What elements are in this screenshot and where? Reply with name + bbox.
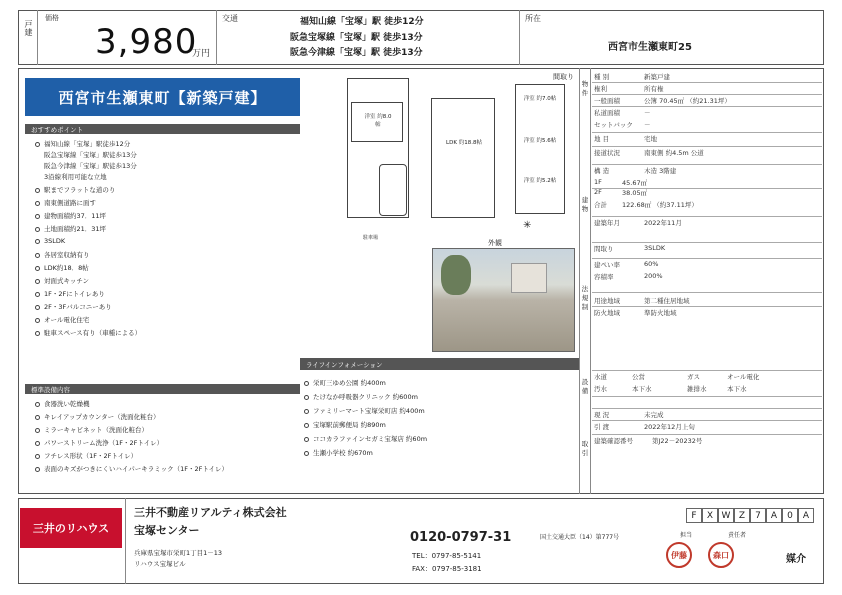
spec-value: 準防火地域 bbox=[644, 309, 677, 317]
floorplan-2f bbox=[431, 98, 495, 218]
bullet-icon bbox=[304, 395, 309, 400]
bullet-icon bbox=[35, 239, 40, 244]
freedial-number: 0120-0797-31 bbox=[410, 530, 512, 545]
spec-value: 宅地 bbox=[644, 135, 657, 143]
floorplan-3f bbox=[515, 84, 565, 214]
license-number: 国土交通大臣（14）第777号 bbox=[540, 534, 620, 541]
bullet-icon bbox=[304, 451, 309, 456]
spec-value: － bbox=[644, 109, 651, 117]
bullet-icon bbox=[35, 467, 40, 472]
spec-value: 2022年11月 bbox=[644, 219, 682, 227]
spec-value: 第J22－20232号 bbox=[652, 437, 703, 445]
point-item: 阪急宝塚線「宝塚」駅徒歩13分 bbox=[44, 151, 137, 159]
spec-key: 私道面積 bbox=[594, 109, 620, 117]
bullet-icon bbox=[35, 279, 40, 284]
bullet-icon bbox=[304, 423, 309, 428]
code-cell: X bbox=[702, 508, 718, 523]
seal-stamp: 森口 bbox=[708, 542, 734, 568]
spec-value: － bbox=[644, 121, 651, 129]
exterior-label: 外観 bbox=[488, 239, 502, 247]
point-item: 3沿線利用可能な立地 bbox=[44, 173, 107, 181]
spec-key: 構 造 bbox=[594, 167, 610, 175]
price-value: 3,980 bbox=[95, 22, 198, 62]
spec-key: 汚水 bbox=[594, 385, 607, 393]
points-list bbox=[25, 137, 300, 377]
code-cell: 7 bbox=[750, 508, 766, 523]
point-item: LDK約18．8帖 bbox=[35, 263, 89, 272]
point-item: オール電化住宅 bbox=[35, 315, 89, 324]
spec-key: 地 目 bbox=[594, 135, 610, 143]
spec-key: ガス bbox=[687, 373, 700, 381]
spec-value: 38.05㎡ bbox=[622, 189, 648, 197]
spec-key: 水道 bbox=[594, 373, 607, 381]
spec-key: 種 別 bbox=[594, 73, 610, 81]
spec-key: 現 況 bbox=[594, 411, 610, 419]
spec-value: 本下水 bbox=[727, 385, 747, 393]
floorplan-area bbox=[305, 72, 585, 242]
parking-space bbox=[379, 164, 407, 216]
spec-key: 防火地域 bbox=[594, 309, 620, 317]
point-item: 駅までフラットな道のり bbox=[35, 185, 115, 194]
spec-key: 雑排水 bbox=[687, 385, 707, 393]
bullet-icon bbox=[35, 305, 40, 310]
equipment-item: フチレス形状（1F・2Fトイレ） bbox=[35, 451, 137, 460]
equipment-heading: 標準設備内容 bbox=[25, 384, 300, 394]
bullet-icon bbox=[35, 266, 40, 271]
exterior-house-shape bbox=[511, 263, 547, 293]
point-item: 建物面積約37．11坪 bbox=[35, 211, 106, 220]
brand-logo: 三井のリハウス bbox=[20, 508, 122, 548]
point-item: 各居室収納有り bbox=[35, 250, 90, 259]
lifeinfo-heading: ライフインフォメーション bbox=[300, 358, 579, 370]
lifeinfo-list bbox=[300, 374, 579, 464]
price-unit: 万円 bbox=[192, 49, 211, 59]
code-cell: Z bbox=[734, 508, 750, 523]
room-label: LDK 約18.8帖 bbox=[446, 140, 482, 146]
lifeinfo-item: ファミリーマート宝塚栄町店 約400m bbox=[304, 406, 425, 415]
lifeinfo-item: たけなか呼吸器クリニック 約600m bbox=[304, 392, 418, 401]
lifeinfo-item: ココカラファインセガミ宝塚店 約60m bbox=[304, 434, 427, 443]
spec-value: 122.68㎡ （約37.11坪） bbox=[622, 201, 698, 209]
address-line-1: 兵庫県宝塚市栄町1丁目1－13 bbox=[134, 549, 223, 557]
spec-table bbox=[592, 70, 822, 490]
bullet-icon bbox=[35, 318, 40, 323]
spec-key: 間取り bbox=[594, 245, 614, 253]
equipment-item: パワーストリーム洗浄（1F・2Fトイレ） bbox=[35, 438, 163, 447]
access-line-3: 阪急今津線「宝塚」駅 徒歩13分 bbox=[290, 48, 423, 58]
room-label: 洋室 約5.6帖 bbox=[523, 138, 557, 144]
point-item: 2F・3Fバルコニーあり bbox=[35, 302, 112, 311]
access-label: 交通 bbox=[222, 14, 238, 23]
spec-key: 建築年月 bbox=[594, 219, 620, 227]
spec-value: 60% bbox=[644, 260, 659, 268]
lifeinfo-item: 生瀬小学校 約670m bbox=[304, 448, 373, 457]
exterior-tree-shape bbox=[441, 255, 471, 295]
room-label: 洋室 約7.0帖 bbox=[523, 96, 557, 102]
lifeinfo-item: 宝塚駅前郵便局 約890m bbox=[304, 420, 386, 429]
fax-number: FAX：0797-85-3181 bbox=[412, 565, 482, 573]
point-item: 対面式キッチン bbox=[35, 276, 89, 285]
spec-value: 第二種住居地域 bbox=[644, 297, 690, 305]
access-line-1: 福知山線「宝塚」駅 徒歩12分 bbox=[300, 17, 424, 27]
spec-key: 2F bbox=[594, 188, 602, 196]
exterior-photo bbox=[432, 248, 575, 352]
point-item: 南東側道路に面す bbox=[35, 198, 96, 207]
bullet-icon bbox=[35, 227, 40, 232]
seal-stamp: 伊藤 bbox=[666, 542, 692, 568]
bullet-icon bbox=[35, 402, 40, 407]
role-label: 媒介 bbox=[786, 554, 806, 565]
spec-key: 引 渡 bbox=[594, 423, 610, 431]
spec-key: 建築確認番号 bbox=[594, 437, 633, 445]
spec-side-label: 法規制 bbox=[581, 285, 589, 311]
bullet-icon bbox=[35, 415, 40, 420]
spec-value: 2022年12月上旬 bbox=[644, 423, 695, 431]
bullet-icon bbox=[35, 454, 40, 459]
floorplan-label: 間取り bbox=[553, 73, 574, 81]
spec-value: オール電化 bbox=[727, 373, 760, 381]
spec-key: 容積率 bbox=[594, 273, 614, 281]
compass-icon: ✳ bbox=[523, 220, 532, 231]
location-label: 所在 bbox=[525, 14, 541, 23]
spec-value: 新築戸建 bbox=[644, 73, 670, 81]
bullet-icon bbox=[304, 409, 309, 414]
point-item: 駐車スペース有り（車種による） bbox=[35, 328, 141, 337]
spec-side-label: 物件 bbox=[581, 80, 589, 97]
side-label: 戸建 bbox=[24, 20, 33, 36]
bullet-icon bbox=[35, 428, 40, 433]
bullet-icon bbox=[35, 331, 40, 336]
bullet-icon bbox=[35, 142, 40, 147]
code-cell: W bbox=[718, 508, 734, 523]
bullet-icon bbox=[35, 201, 40, 206]
role-label: 担当 bbox=[680, 532, 693, 539]
bullet-icon bbox=[304, 437, 309, 442]
lifeinfo-item: 栄町三ゆめ公園 約400m bbox=[304, 378, 386, 387]
bullet-icon bbox=[35, 214, 40, 219]
address-line-2: リハウス宝塚ビル bbox=[134, 560, 186, 568]
equipment-item: 食器洗い乾燥機 bbox=[35, 399, 90, 408]
bullet-icon bbox=[35, 441, 40, 446]
spec-value: 未完成 bbox=[644, 411, 664, 419]
location-value: 西宮市生瀬東町25 bbox=[608, 42, 692, 53]
company-name: 三井不動産リアルティ株式会社 bbox=[134, 506, 287, 519]
room-label: 洋室 約5.2帖 bbox=[523, 178, 557, 184]
bullet-icon bbox=[35, 253, 40, 258]
point-item: 3SLDK bbox=[35, 237, 65, 245]
price-label: 価格 bbox=[45, 14, 59, 22]
spec-side-label: 建物 bbox=[581, 196, 589, 213]
spec-side-label: 設備 bbox=[581, 378, 589, 395]
role-label: 責任者 bbox=[728, 532, 747, 539]
property-title: 西宮市生瀬東町【新築戸建】 bbox=[25, 78, 300, 116]
code-cell: 0 bbox=[782, 508, 798, 523]
spec-key: 一般面積 bbox=[594, 97, 620, 105]
spec-value: 3SLDK bbox=[644, 244, 666, 252]
points-heading: おすすめポイント bbox=[25, 124, 300, 134]
equipment-item: ミラーキャビネット（洗面化粧台） bbox=[35, 425, 148, 434]
code-cell: A bbox=[798, 508, 814, 523]
spec-value: 本下水 bbox=[632, 385, 652, 393]
code-cell: A bbox=[766, 508, 782, 523]
access-line-2: 阪急宝塚線「宝塚」駅 徒歩13分 bbox=[290, 33, 423, 43]
room-label: 洋室 約8.0帖 bbox=[364, 114, 392, 128]
branch-name: 宝塚センター bbox=[134, 524, 200, 537]
code-cell: F bbox=[686, 508, 702, 523]
spec-value: 200% bbox=[644, 272, 663, 280]
spec-key: 合計 bbox=[594, 201, 607, 209]
equipment-list bbox=[25, 397, 300, 482]
spec-value: 公営 bbox=[632, 373, 645, 381]
tel-number: TEL：0797-85-5141 bbox=[412, 552, 482, 560]
spec-value: 木造 3階建 bbox=[644, 167, 677, 175]
spec-key: 1F bbox=[594, 178, 602, 186]
spec-key: 接道状況 bbox=[594, 149, 620, 157]
spec-value: 南東側 約4.5m 公道 bbox=[644, 149, 704, 157]
bullet-icon bbox=[304, 381, 309, 386]
spec-value: 公簿 70.45㎡ （約21.31坪） bbox=[644, 97, 731, 105]
point-item: 土地面積約21．31坪 bbox=[35, 224, 106, 233]
spec-key: セットバック bbox=[594, 121, 633, 129]
spec-value: 45.67㎡ bbox=[622, 179, 648, 187]
equipment-item: キレイアップカウンター（洗面化粧台） bbox=[35, 412, 160, 421]
point-item: 1F・2Fにトイレあり bbox=[35, 289, 105, 298]
spec-key: 用途地域 bbox=[594, 297, 620, 305]
spec-side-label: 取引 bbox=[581, 440, 589, 457]
parking-label: 駐車場 bbox=[363, 235, 379, 241]
spec-value: 所有権 bbox=[644, 85, 664, 93]
bullet-icon bbox=[35, 292, 40, 297]
bullet-icon bbox=[35, 188, 40, 193]
point-item: 阪急今津線「宝塚」駅徒歩13分 bbox=[44, 162, 137, 170]
equipment-item: 表面のキズがつきにくいハイパーキラミック（1F・2Fトイレ） bbox=[35, 464, 228, 473]
point-item: 福知山線「宝塚」駅徒歩12分 bbox=[35, 139, 130, 148]
spec-key: 建ぺい率 bbox=[594, 261, 620, 269]
spec-key: 権利 bbox=[594, 85, 607, 93]
